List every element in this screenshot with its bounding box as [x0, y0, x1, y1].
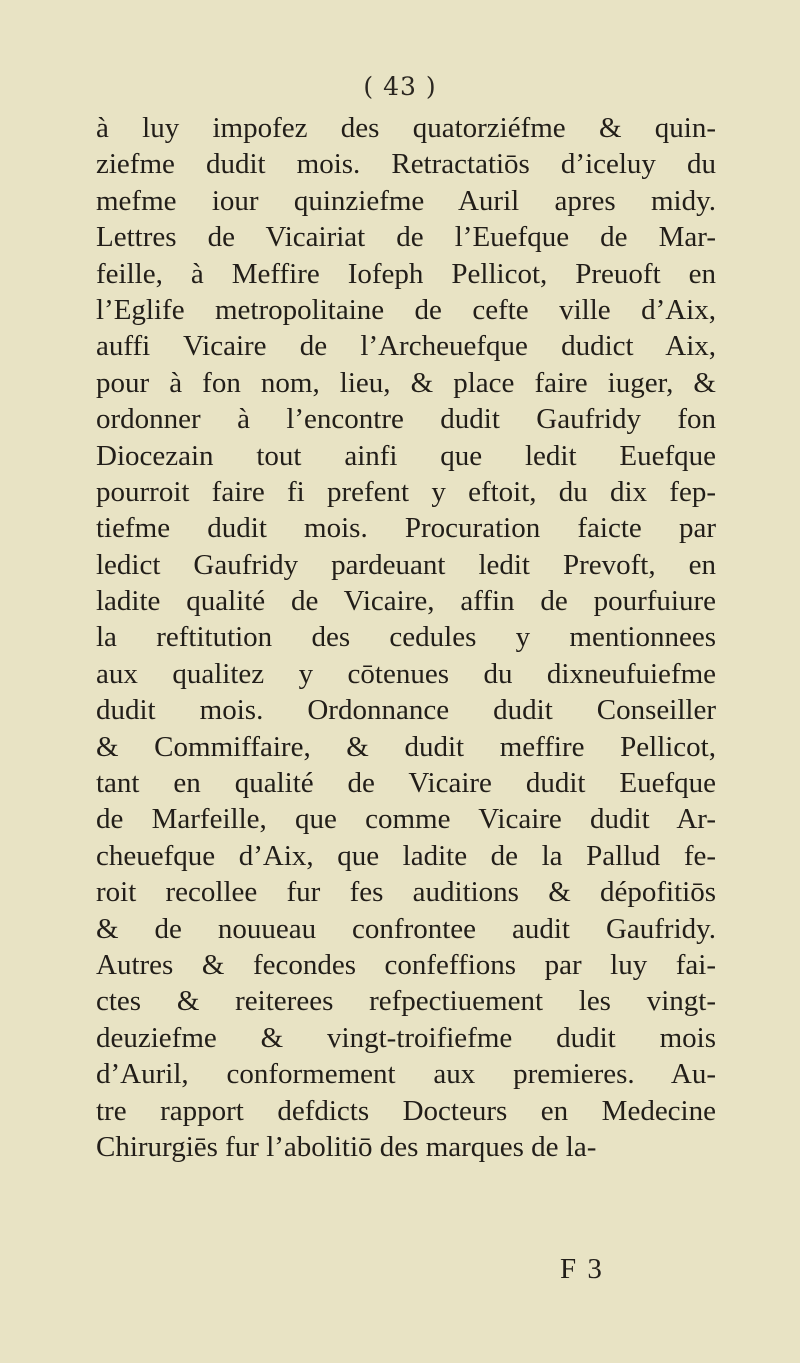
text-line: l’Eglife metropolitaine de cefte ville d’Aix,	[96, 293, 716, 326]
text-line: aux qualitez y cōtenues du dixneufuiefme	[96, 657, 716, 690]
text-line: pourroit faire fi prefent y eftoit, du dix fep-	[96, 475, 716, 508]
text-line: & Commiffaire, & dudit meffire Pellicot,	[96, 730, 716, 763]
text-line: tant en qualité de Vicaire dudit Euefque	[96, 767, 716, 800]
text-line: ledict Gaufridy pardeuant ledit Prevoft, en	[96, 548, 716, 581]
text-line: mefme iour quinziefme Auril apres midy.	[96, 184, 716, 217]
text-line: tiefme dudit mois. Procuration faicte par	[96, 512, 716, 545]
text-line: feille, à Meffire Iofeph Pellicot, Preuoft en	[96, 257, 716, 290]
text-line: roit recollee fur fes auditions & dépofitiōs	[96, 876, 716, 909]
text-line: ordonner à l’encontre dudit Gaufridy fon	[96, 403, 716, 436]
text-line: pour à fon nom, lieu, & place faire iuger, &	[96, 366, 716, 399]
text-line: Lettres de Vicairiat de l’Euefque de Mar-	[96, 221, 716, 254]
text-line: & de nouueau confrontee audit Gaufridy.	[96, 912, 716, 945]
text-line: dudit mois. Ordonnance dudit Conseiller	[96, 694, 716, 727]
body-text	[96, 110, 716, 1165]
text-line: ziefme dudit mois. Retractatiōs d’iceluy du	[96, 148, 716, 181]
text-line: cheuefque d’Aix, que ladite de la Pallud fe-	[96, 839, 716, 872]
text-line: Autres & fecondes confeffions par luy fai-	[96, 948, 716, 981]
signature-mark: F 3	[560, 1253, 604, 1285]
text-line: ctes & reiterees refpectiuement les vingt-	[96, 985, 716, 1018]
text-line: tre rapport defdicts Docteurs en Medecine	[96, 1094, 716, 1127]
text-line: Chirurgiēs fur l’abolitiō des marques de la-	[96, 1130, 597, 1163]
page-number: ( 43 )	[363, 72, 437, 101]
text-line: deuziefme & vingt-troifiefme dudit mois	[96, 1021, 716, 1054]
text-line: d’Auril, conformement aux premieres. Au-	[96, 1058, 716, 1091]
text-line: ladite qualité de Vicaire, affin de pourfuiure	[96, 585, 716, 618]
text-line: Diocezain tout ainfi que ledit Euefque	[96, 439, 716, 472]
text-line: de Marfeille, que comme Vicaire dudit Ar-	[96, 803, 716, 836]
text-line: à luy impofez des quatorziéfme & quin-	[96, 112, 716, 144]
text-line: auffi Vicaire de l’Archeuefque dudict Aix,	[96, 330, 716, 363]
text-line: la reftitution des cedules y mentionnees	[96, 621, 716, 654]
